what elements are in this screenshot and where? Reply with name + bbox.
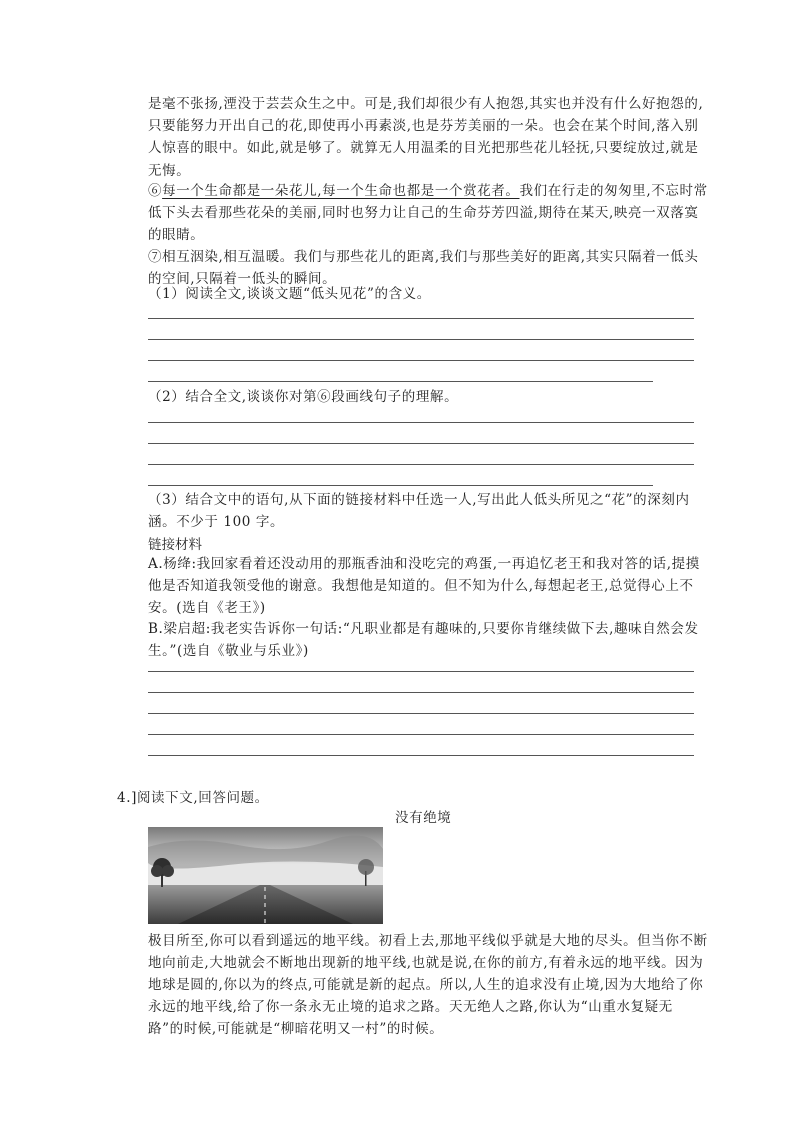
link-material-b: B.梁启超:我老实告诉你一句话:“凡职业都是有趣味的,只要你肯继续做下去,趣味自然会发生。”(选自《敬业与乐业》) bbox=[148, 621, 699, 659]
answer-line[interactable] bbox=[148, 734, 694, 735]
answer-line[interactable] bbox=[148, 339, 694, 340]
paragraph-6-number: ⑥ bbox=[148, 183, 163, 199]
question-4-prompt: 4.]阅读下文,回答问题。 bbox=[117, 790, 269, 806]
question-1: （1）阅读全文,谈谈文题“低头见花”的含义。 bbox=[148, 286, 431, 302]
question-2: （2）结合全文,谈谈你对第⑥段画线句子的理解。 bbox=[148, 389, 459, 405]
link-material-a: A.杨绛:我回家看着还没动用的那瓶香油和没吃完的鸡蛋,一再追忆老王和我对答的话,提摸他是否知道我领受他的谢意。我想他是知道的。但不知为什么,每想起老王,总觉得心上不安。(选自《老王》) bbox=[148, 556, 700, 616]
paragraph-6-rest: 我们在行走的匆匆里,不忘时常低下头去看那些花朵的美丽,同时也努力让自己的生命芬芳四溢,期待在某天,映亮一双落寞的眼睛。 bbox=[148, 183, 708, 244]
road-horizon-photo bbox=[148, 827, 383, 924]
underlined-sentence: 每一个生命都是一朵花儿,每一个生命也都是一个赏花者。 bbox=[162, 183, 520, 199]
answer-line[interactable] bbox=[148, 360, 694, 361]
answer-line[interactable] bbox=[148, 713, 694, 714]
link-material-title: 链接材料 bbox=[148, 537, 202, 553]
answer-line[interactable] bbox=[148, 464, 694, 465]
answer-line[interactable] bbox=[148, 318, 694, 319]
article-title: 没有绝境 bbox=[395, 810, 452, 826]
answer-line[interactable] bbox=[148, 755, 694, 756]
reading-paragraph-6 bbox=[148, 180, 708, 247]
answer-line[interactable] bbox=[148, 381, 653, 382]
question-3: （3）结合文中的语句,从下面的链接材料中任选一人,写出此人低头所见之“花”的深刻内涵。不少于 100 字。 bbox=[148, 492, 690, 530]
answer-line[interactable] bbox=[148, 422, 694, 423]
answer-line[interactable] bbox=[148, 692, 694, 693]
answer-line[interactable] bbox=[148, 485, 653, 486]
answer-line[interactable] bbox=[148, 443, 694, 444]
answer-line[interactable] bbox=[148, 671, 694, 672]
reading-paragraph-continued: 是毫不张扬,湮没于芸芸众生之中。可是,我们却很少有人抱怨,其实也并没有什么好抱怨的,只要能努力开出自己的花,即使再小再素淡,也是芬芳美丽的一朵。也会在某个时间,落入别人惊喜的眼中。如此,就是够了。就算无人用温柔的目光把那些花儿轻抚,只要绽放过,就是无悔。 bbox=[148, 96, 704, 179]
article-body: 极目所至,你可以看到遥远的地平线。初看上去,那地平线似乎就是大地的尽头。但当你不断地向前走,大地就会不断地出现新的地平线,也就是说,在你的前方,有着永远的地平线。因为地球是圆的,你以为的终点,可能就是新的起点。所以,人生的追求没有止境,因为大地给了你永远的地平线,给了你一条永无止境的追求之路。天无绝人之路,你认为“山重水复疑无路”的时候,可能就是“柳暗花明又一村”的时候。 bbox=[148, 933, 708, 1037]
reading-paragraph-7: ⑦相互洇染,相互温暖。我们与那些花儿的距离,我们与那些美好的距离,其实只隔着一低头的空间,只隔着一低头的瞬间。 bbox=[148, 249, 699, 288]
